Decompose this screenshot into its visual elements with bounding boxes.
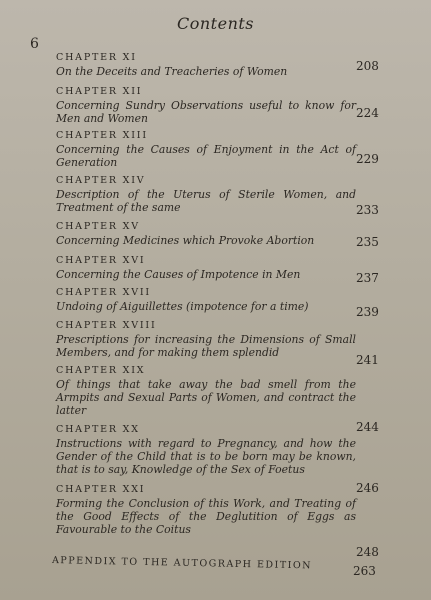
chapter-entry-21 — [56, 484, 356, 536]
chapter-title: Description of the Uterus of Sterile Women, and Treatment of the same — [56, 188, 356, 214]
chapter-page-number: 224 — [356, 106, 379, 120]
chapter-title: Concerning Sundry Observations useful to know for Men and Women — [56, 99, 356, 125]
chapter-label: CHAPTER XII — [56, 86, 143, 97]
chapter-page-number: 229 — [356, 152, 379, 166]
chapter-page-number: 246 — [356, 481, 379, 495]
chapter-label: CHAPTER XXI — [56, 484, 146, 495]
chapter-label: CHAPTER XIII — [56, 130, 148, 141]
chapter-page-number: 241 — [356, 353, 379, 367]
chapter-label: CHAPTER XIX — [56, 365, 146, 376]
chapter-title: On the Deceits and Treacheries of Women — [56, 65, 288, 78]
chapter-title: Concerning Medicines which Provoke Abortion — [56, 234, 315, 247]
appendix-page-number: 263 — [353, 564, 376, 578]
chapter-title: Of things that take away the bad smell from the Armpits and Sexual Parts of Women, and contract the latter — [56, 378, 356, 417]
chapter-label: CHAPTER XV — [56, 221, 140, 232]
chapter-title: Prescriptions for increasing the Dimensions of Small Members, and for making them splendid — [56, 333, 356, 359]
chapter-entry-14 — [56, 175, 379, 217]
appendix-label: APPENDIX TO THE AUTOGRAPH EDITION — [51, 555, 313, 572]
chapter-title: Instructions with regard to Pregnancy, and how the Gender of the Child that is to be born may be known, that is to say, Knowledge of the Sex of Foetus — [56, 437, 356, 476]
chapter-title: Undoing of Aiguillettes (impotence for a time) — [56, 300, 309, 313]
chapter-label: CHAPTER XVII — [56, 287, 151, 298]
chapter-page-number: 244 — [356, 420, 379, 434]
chapter-label: CHAPTER XVI — [56, 255, 146, 266]
chapter-label: CHAPTER XVIII — [56, 320, 157, 331]
chapter-entry-18 — [56, 320, 379, 367]
chapter-page-number: 235 — [356, 235, 379, 249]
chapter-title: Forming the Conclusion of this Work, and Treating of the Good Effects of the Deglutition of Eggs as Favourable to the Coitus — [56, 497, 356, 536]
chapter-title: Concerning the Causes of Enjoyment in the Act of Generation — [56, 143, 356, 169]
chapter-title: Concerning the Causes of Impotence in Men — [56, 268, 301, 281]
chapter-entry-15 — [56, 221, 379, 249]
chapter-label: CHAPTER XX — [56, 424, 140, 435]
chapter-page-number: 233 — [356, 203, 379, 217]
chapter-entry-13 — [56, 130, 379, 169]
page-title: Contents — [176, 14, 255, 33]
chapter-entry-17 — [56, 287, 379, 319]
chapter-entry-12 — [56, 86, 379, 125]
chapter-label: CHAPTER XIV — [56, 175, 146, 186]
chapter-page-number: 248 — [356, 545, 379, 559]
page-number: 6 — [30, 36, 39, 52]
chapter-entry-16 — [56, 255, 379, 285]
chapter-page-number: 208 — [356, 59, 379, 73]
chapter-entry-11 — [56, 52, 379, 78]
chapter-label: CHAPTER XI — [56, 52, 137, 63]
chapter-page-number: 239 — [356, 305, 379, 319]
chapter-page-number: 237 — [356, 271, 379, 285]
